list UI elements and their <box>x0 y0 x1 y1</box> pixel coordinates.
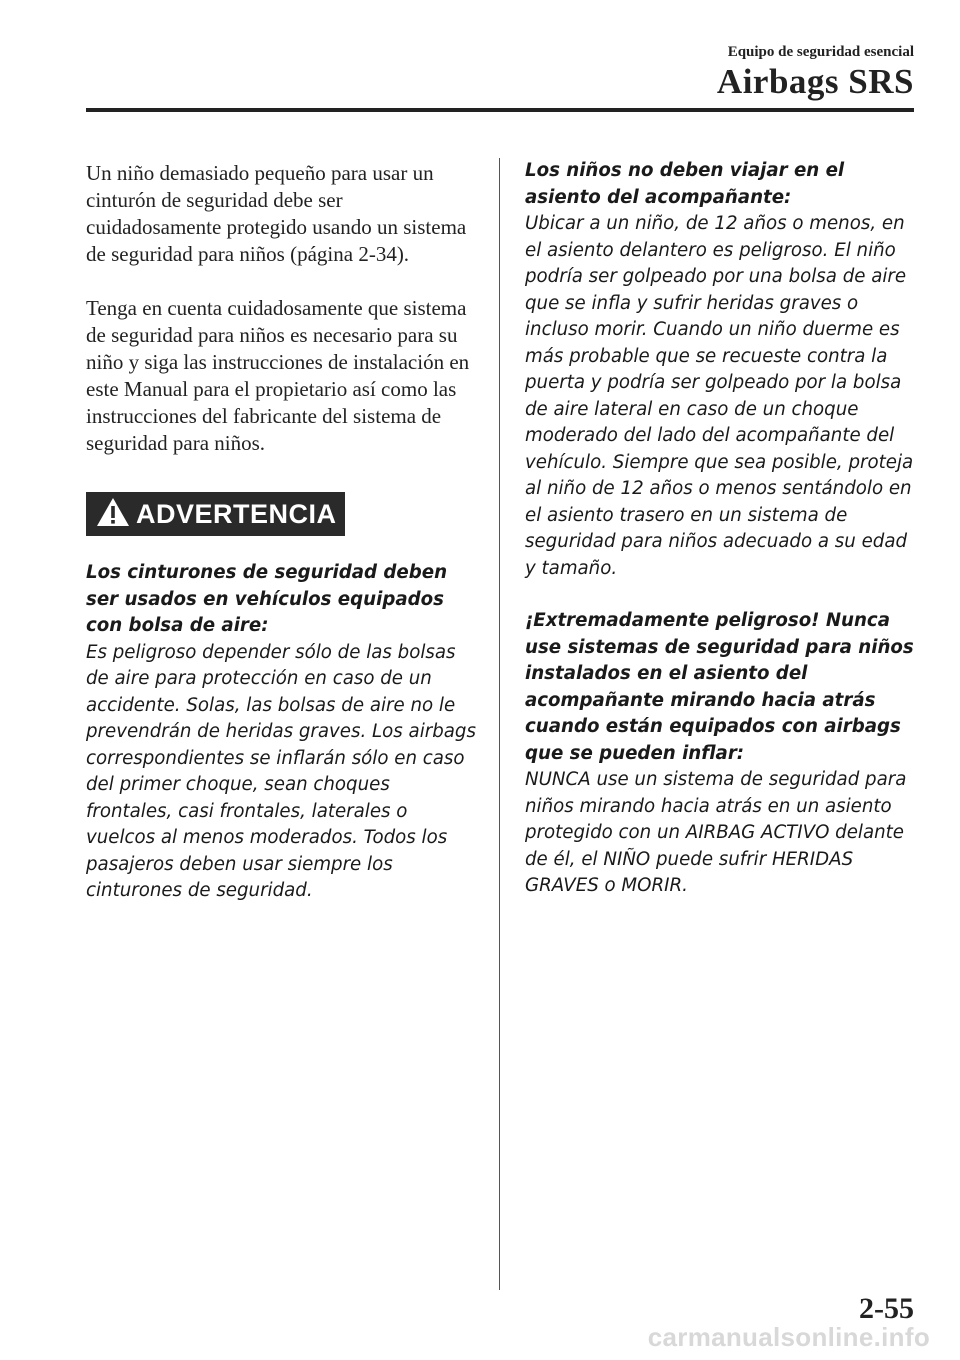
paragraph-child-safety: Un niño demasiado pequeño para usar un cinturón de seguridad debe ser cuidadosamente protegido usando un sistema de seguridad para niños (página 2-34). <box>86 161 467 266</box>
paragraph-installation-instructions: Tenga en cuenta cuidadosamente que sistema de seguridad para niños es necesario para su niño y siga las instrucciones de instalación en este Manual para el propietario así como las instrucciones del fabricante del sistema de seguridad para niños. <box>86 296 470 455</box>
header-section-title: Equipo de seguridad esencial <box>727 44 914 60</box>
header-rule <box>86 108 914 112</box>
warning-badge <box>86 492 345 536</box>
right-column <box>525 158 917 926</box>
warning-body: NUNCA use un sistema de seguridad para niños mirando hacia atrás en un asiento protegido con un AIRBAG ACTIVO delante de él, el NIÑO puede sufrir HERIDAS GRAVES o MORIR. <box>525 769 907 896</box>
warning-heading: Los cinturones de seguridad deben ser usados en vehículos equipados con bolsa de aire: <box>86 562 448 636</box>
page-title: Airbags SRS <box>716 62 914 101</box>
warning-label: ADVERTENCIA <box>136 498 337 529</box>
warning-triangle-icon <box>96 497 136 532</box>
warning-heading: ¡Extremadamente peligroso! Nunca use sistemas de seguridad para niños instalados en el asiento del acompañante mirando hacia atrás cuando están equipados con airbags que se pueden inflar: <box>525 610 914 764</box>
page-number: 2-55 <box>859 1292 914 1325</box>
watermark: carmanualsonline.info <box>647 1322 930 1352</box>
warning-body: Es peligroso depender sólo de las bolsas de aire para protección en caso de un accidente. Solas, las bolsas de aire no le prevendrán de heridas graves. Los airbags correspondientes se inflarán sólo en caso del primer choque, sean choques frontales, casi frontales, laterales o vuelcos al menos moderados. Todos los pasajeros deben usar siempre los cinturones de seguridad. <box>86 641 476 901</box>
column-divider <box>499 158 500 1290</box>
warning-heading: Los niños no deben viajar en el asiento del acompañante: <box>525 160 845 208</box>
left-column <box>86 160 476 931</box>
warning-body: Ubicar a un niño, de 12 años o menos, en el asiento delantero es peligroso. El niño podría ser golpeado por una bolsa de aire que se infla y sufrir heridas graves o incluso morir. Cuando un niño duerme es más probable que se recueste contra la puerta y podría ser golpeado por la bolsa de aire lateral en caso de un choque moderado del lado del acompañante del vehículo. Siempre que sea posible, proteja al niño de 12 años o menos sentándolo en el asiento trasero en un sistema de seguridad para niños adecuado a su edad y tamaño. <box>525 213 914 579</box>
